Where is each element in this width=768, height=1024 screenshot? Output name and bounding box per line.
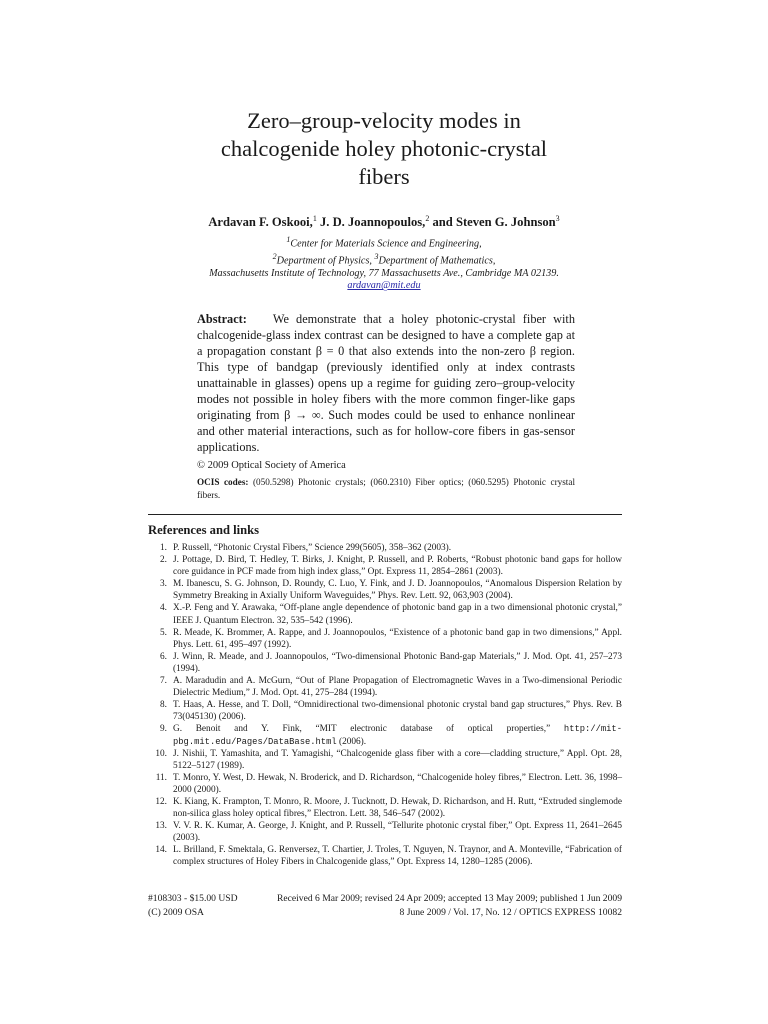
reference-item — [148, 554, 622, 578]
reference-number: 5. — [160, 627, 167, 638]
history-dates: Received 6 Mar 2009; revised 24 Apr 2009; accepted 13 May 2009; published 1 Jun 2009 — [276, 893, 622, 904]
reference-number: 9. — [160, 724, 167, 735]
reference-text: R. Meade, K. Brommer, A. Rappe, and J. Joannopoulos, “Existence of a photonic band gap in two dimensions,” Appl. Phys. Lett. 61, 495–497 (1992). — [173, 627, 622, 650]
reference-item — [148, 844, 622, 868]
author-name: Ardavan F. Oskooi, — [208, 215, 313, 230]
reference-number: 1. — [160, 543, 167, 553]
reference-text: J. Nishii, T. Yamashita, and T. Yamagishi, “Chalcogenide glass fiber with a core—cladding structure,” Appl. Opt. 28, 5122–5127 (1989). — [173, 748, 622, 771]
reference-text: K. Kiang, K. Frampton, T. Monro, R. Moore, J. Tucknott, D. Hewak, D. Richardson, and H. Rutt, “Extruded singlemode non-silica glass holey optical fibres,” Electron. Lett. 38, 546–547 (2002). — [173, 796, 622, 820]
abstract — [197, 311, 575, 455]
reference-text: T. Haas, A. Hesse, and T. Doll, “Omnidirectional two-dimensional photonic crystal band gap structures,” Phys. Rev. B 73(045130) (2006). — [173, 700, 622, 723]
reference-number: 11. — [155, 772, 167, 783]
footer-row — [148, 892, 622, 906]
reference-item — [148, 542, 622, 554]
reference-number: 2. — [160, 555, 167, 566]
author-list — [0, 214, 768, 230]
reference-item — [148, 820, 622, 844]
reference-text: G. Benoit and Y. Fink, “MIT electronic database of optical properties,” — [173, 724, 564, 735]
reference-number: 14. — [155, 845, 167, 856]
reference-url[interactable]: http://mit-pbg.mit.edu/Pages/DataBase.html — [173, 724, 622, 747]
reference-item — [148, 723, 622, 747]
ocis-text: (050.5298) Photonic crystals; (060.2310) Fiber optics; (060.5295) Photonic crystal fibers. — [197, 477, 575, 500]
author-name: and Steven G. Johnson — [432, 215, 556, 230]
issue-info: 8 June 2009 / Vol. 17, No. 12 / OPTICS EXPRESS 10082 — [399, 907, 622, 918]
author-affil-marker: 2 — [425, 214, 430, 223]
reference-number: 10. — [155, 748, 167, 759]
reference-item — [148, 651, 622, 675]
reference-text: M. Ibanescu, S. G. Johnson, D. Roundy, C. Luo, Y. Fink, and J. D. Joannopoulos, “Anomalous Dispersion Relation by Symmetry Breaking in Axially Uniform Waveguides,” Phys. Rev. Lett. 92, 063,903 (2004). — [173, 579, 622, 602]
reference-item — [148, 602, 622, 626]
affiliation-line: Massachusetts Institute of Technology, 77 Massachusetts Ave., Cambridge MA 02139. — [209, 267, 559, 279]
author-affil-marker: 1 — [312, 214, 317, 223]
affiliation-text: Department of Physics, — [276, 255, 375, 267]
reference-number: 4. — [160, 603, 167, 614]
reference-number: 6. — [160, 651, 167, 662]
copyright-notice: © 2009 Optical Society of America — [197, 460, 346, 471]
reference-text: J. Pottage, D. Bird, T. Hedley, T. Birks, J. Knight, P. Russell, and P. Roberts, “Robust photonic band gaps for hollow core guidance in PCF made from high index glass,” Opt. Express 11, 2854–2861 (2003). — [173, 555, 622, 578]
title-line: fibers — [358, 164, 410, 189]
title-line: Zero–group-velocity modes in — [247, 108, 521, 133]
affiliations — [0, 234, 768, 293]
affil-marker: 2 — [272, 251, 277, 261]
reference-item — [148, 772, 622, 796]
affiliation-line — [0, 251, 768, 268]
article-code: #108303 - $15.00 USD — [148, 893, 238, 904]
reference-text: P. Russell, “Photonic Crystal Fibers,” Science 299(5605), 358–362 (2003). — [173, 543, 452, 553]
ocis-label: OCIS codes: — [197, 477, 249, 487]
affiliation-line — [0, 234, 768, 251]
ocis-codes — [197, 476, 575, 501]
affil-marker: 1 — [286, 235, 291, 244]
reference-number: 3. — [160, 579, 167, 590]
reference-number: 12. — [155, 796, 167, 807]
reference-text: X.-P. Feng and Y. Arawaka, “Off-plane angle dependence of photonic band gap in a two dimensional photonic crystal,” IEEE J. Quantum Electron. 32, 535–542 (1996). — [173, 603, 622, 626]
abstract-text: We demonstrate that a holey photonic-crystal fiber with chalcogenide-glass index contrast can be designed to have a complete gap at a propagation constant β = 0 that also extends into the non-zero β region. This type of bandgap (previously identified only at index contrasts unattainable in glasses) opens up a regime for guiding zero–group-velocity modes not possible in holey fibers with the more common finger-like gaps originating from β → ∞. Such modes could be used to enhance nonlinear and other material interactions, such as for hollow-core fibers in gas-sensor applications. — [197, 312, 575, 454]
affiliation-text: Department of Mathematics, — [378, 255, 496, 267]
references-heading: References and links — [148, 523, 260, 537]
reference-item — [148, 578, 622, 602]
reference-text: L. Brilland, F. Smektala, G. Renversez, T. Chartier, J. Troles, T. Nguyen, N. Traynor, and A. Monteville, “Fabrication of complex structures of Holey Fibers in Chalcogenide glass,” Opt. Express 14, 1280–1285 (2006). — [173, 845, 622, 868]
reference-item — [148, 627, 622, 651]
section-divider — [148, 514, 622, 515]
reference-number: 7. — [160, 676, 167, 687]
footer-row — [148, 906, 622, 920]
reference-number: 8. — [160, 700, 167, 711]
affiliation-line — [0, 280, 768, 293]
reference-item — [148, 675, 622, 699]
affil-marker: 3 — [374, 251, 379, 261]
title-line: chalcogenide holey photonic-crystal — [220, 136, 548, 161]
email-link[interactable]: ardavan@mit.edu — [347, 280, 421, 292]
reference-number: 13. — [155, 821, 167, 832]
reference-text: (2006). — [336, 736, 367, 747]
affiliation-text: Center for Materials Science and Engineering, — [290, 238, 482, 250]
reference-text: A. Maradudin and A. McGurn, “Out of Plane Propagation of Electromagnetic Waves in a Two-dimensional Periodic Dielectric Medium,” J. Mod. Opt. 41, 275–284 (1994). — [173, 676, 622, 699]
reference-item — [148, 699, 622, 723]
reference-item — [148, 748, 622, 772]
abstract-label: Abstract: — [197, 312, 247, 326]
references-list — [148, 542, 622, 869]
paper-title — [0, 107, 768, 191]
reference-item — [148, 796, 622, 820]
reference-text: J. Winn, R. Meade, and J. Joannopoulos, “Two-dimensional Photonic Band-gap Materials,” J. Mod. Opt. 41, 257–273 (1994). — [173, 651, 622, 674]
page-footer — [148, 892, 622, 920]
reference-text: T. Monro, Y. West, D. Hewak, N. Broderick, and D. Richardson, “Chalcogenide holey fibres,” Electron. Lett. 36, 1998–2000 (2000). — [173, 772, 622, 795]
author-affil-marker: 3 — [555, 214, 560, 223]
reference-text: V. V. R. K. Kumar, A. George, J. Knight, and P. Russell, “Tellurite photonic crystal fiber,” Opt. Express 11, 2641–2645 (2003). — [173, 821, 622, 844]
publisher-copyright: (C) 2009 OSA — [148, 907, 204, 918]
author-name: J. D. Joannopoulos, — [319, 215, 426, 230]
